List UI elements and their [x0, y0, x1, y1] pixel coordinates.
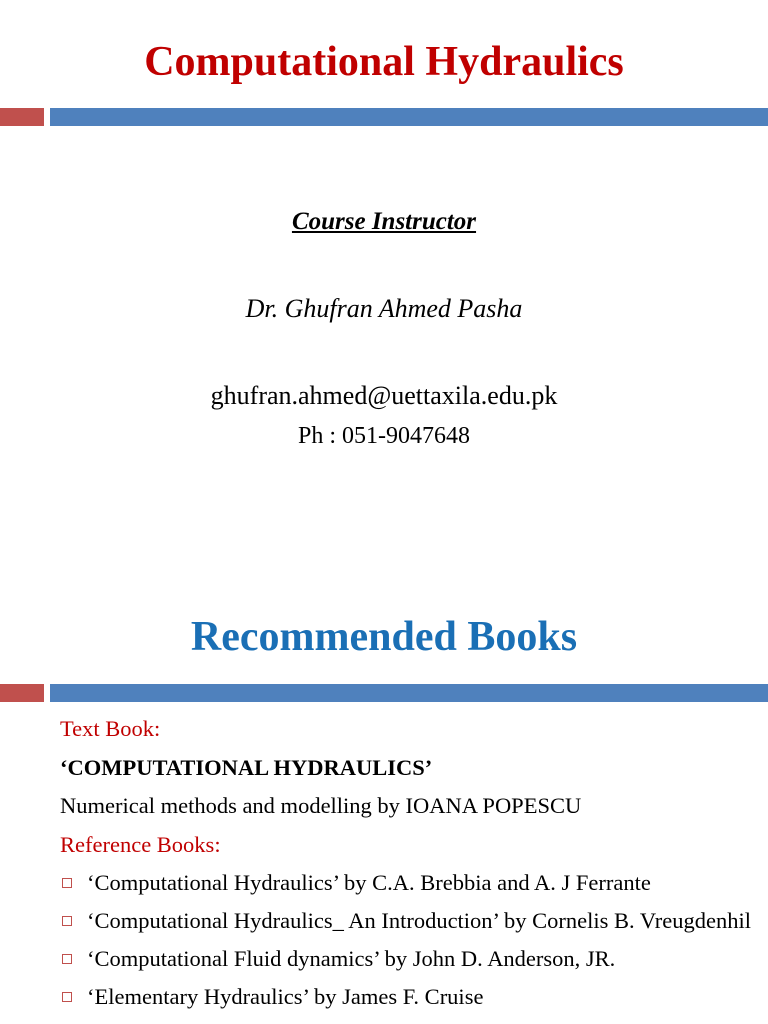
instructor-email: ghufran.ahmed@uettaxila.edu.pk [210, 381, 558, 410]
title-accent-bar-red [0, 684, 44, 702]
reference-book-text: ‘Computational Hydraulics’ by C.A. Brebbia and A. J Ferrante [87, 870, 651, 895]
list-item [60, 868, 760, 898]
text-book-label: Text Book: [60, 716, 161, 741]
reference-book-list [60, 868, 760, 1020]
list-item [60, 982, 760, 1012]
list-item [60, 906, 760, 936]
reference-book-text: ‘Computational Fluid dynamics’ by John D. Anderson, JR. [87, 946, 616, 971]
list-item [60, 944, 760, 974]
title-accent-bar-blue [50, 108, 768, 126]
square-bullet-icon [62, 992, 72, 1002]
instructor-heading: Course Instructor [291, 208, 477, 235]
text-book-title: ‘COMPUTATIONAL HYDRAULICS’ [60, 755, 433, 780]
instructor-phone: Ph : 051-9047648 [297, 423, 470, 449]
text-book-description: Numerical methods and modelling by IOANA POPESCU [60, 793, 582, 818]
title-accent-bar-red [0, 108, 44, 126]
reference-book-text: ‘Computational Hydraulics_ An Introduction’ by Cornelis B. Vreugdenhil [87, 908, 751, 933]
instructor-name: Dr. Ghufran Ahmed Pasha [245, 294, 523, 323]
square-bullet-icon [62, 916, 72, 926]
square-bullet-icon [62, 878, 72, 888]
reference-books-label: Reference Books: [60, 832, 221, 857]
slide-title: Recommended Books [190, 614, 578, 660]
reference-book-text: ‘Elementary Hydraulics’ by James F. Cruise [87, 984, 484, 1009]
square-bullet-icon [62, 954, 72, 964]
title-accent-bar-blue [50, 684, 768, 702]
slide-title: Computational Hydraulics [144, 39, 624, 85]
slide-recommended-books [0, 512, 768, 1024]
